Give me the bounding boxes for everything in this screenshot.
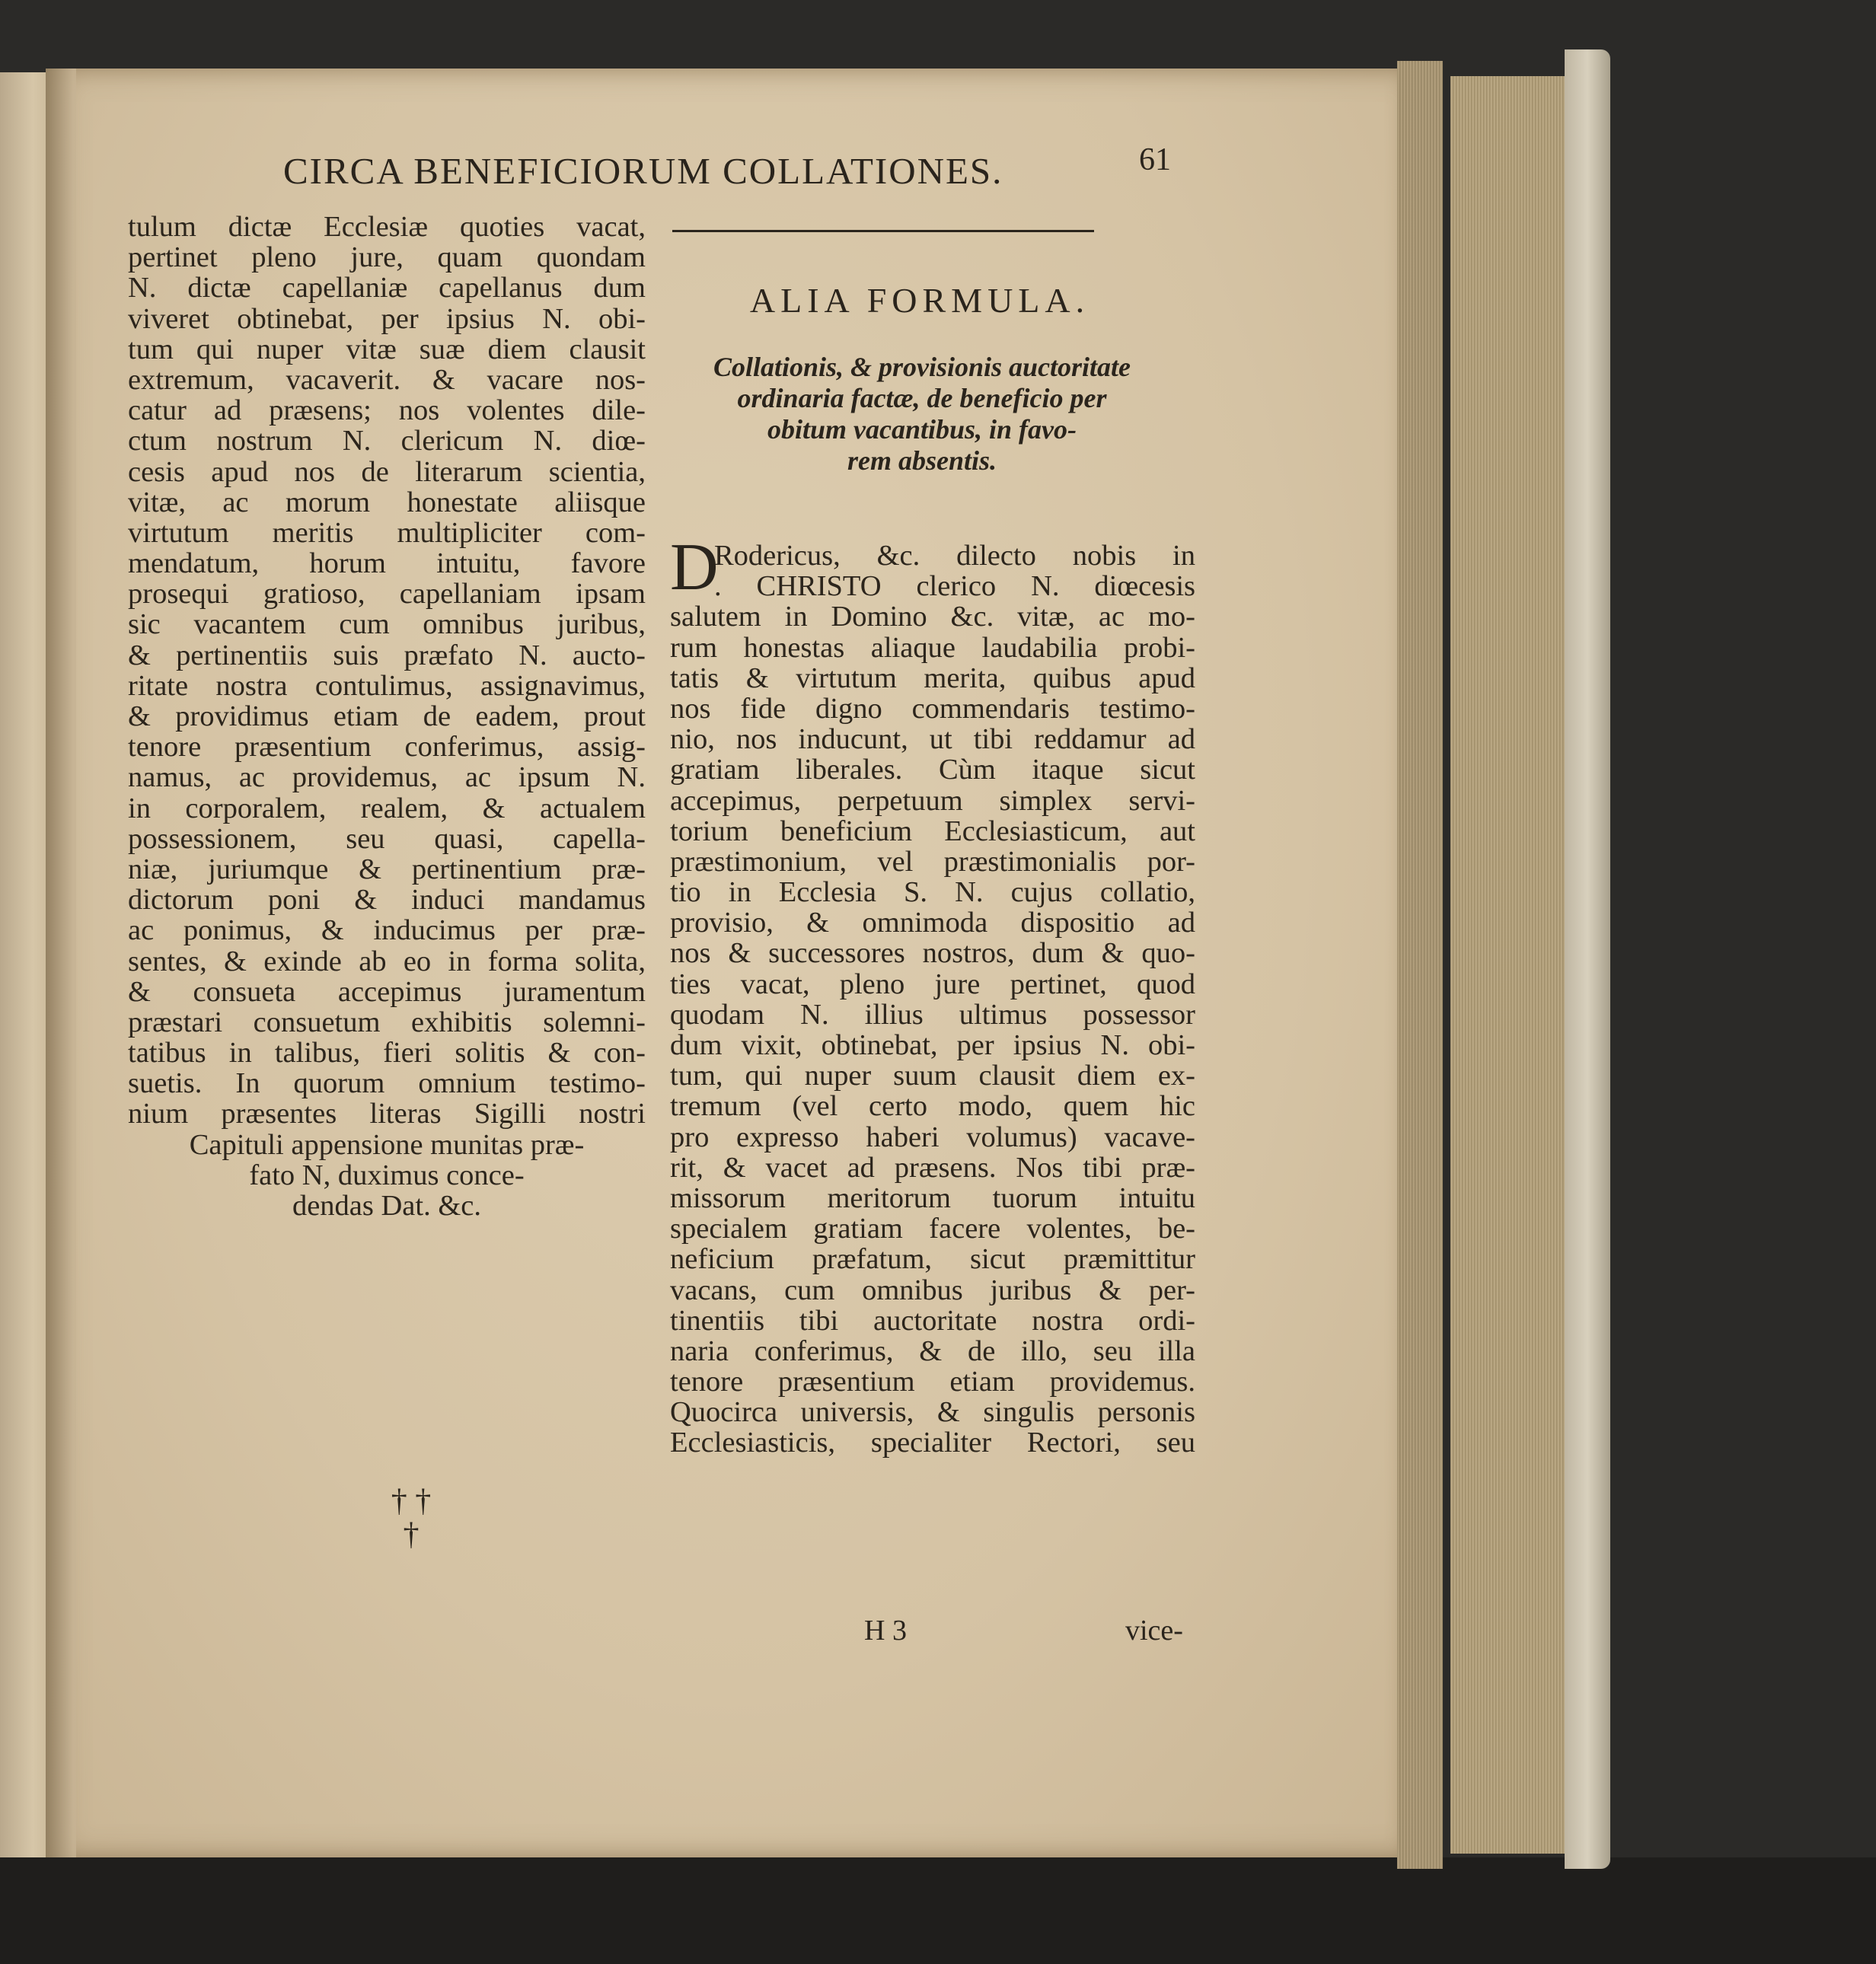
dagger-line: † †: [391, 1484, 432, 1519]
text-line: N. dictæ capellaniæ capellanus dum: [128, 272, 646, 304]
text-line: præstimonium, vel præstimonialis por-: [670, 845, 1195, 878]
text-line: mendatum, horum intuitu, favore: [128, 547, 646, 580]
text-line: fato N, duximus conce-: [249, 1159, 525, 1191]
text-line: provisio, & omnimoda dispositio ad: [670, 907, 1195, 939]
dagger-ornament: [373, 1484, 449, 1551]
text-line: namus, ac providemus, ac ipsum N.: [128, 761, 646, 794]
running-head: CIRCA BENEFICIORUM COLLATIONES.: [283, 150, 1003, 192]
page-number: 61: [1139, 142, 1171, 177]
text-line: dictorum poni & induci mandamus: [128, 884, 646, 917]
text-line: ties vacat, pleno jure pertinet, quod: [670, 968, 1195, 1000]
text-line: suetis. In quorum omnium testimo-: [128, 1067, 646, 1100]
text-line: naria conferimus, & de illo, seu illa: [670, 1334, 1195, 1367]
subheading-line: obitum vacantibus, in favo-: [767, 414, 1077, 445]
text-line: prosequi gratioso, capellaniam ipsam: [128, 578, 646, 611]
text-line: pro expresso haberi volumus) vacave-: [670, 1121, 1195, 1153]
text-line: in corporalem, realem, & actualem: [128, 792, 646, 824]
text-line: tio in Ecclesia S. N. cujus collatio,: [670, 876, 1195, 909]
text-line: nos & successores nostros, dum & quo-: [670, 937, 1195, 970]
text-line: nos fide digno commendaris testimo-: [670, 692, 1195, 725]
text-line: ritate nostra contulimus, assignavimus,: [128, 669, 646, 702]
text-line: tinentiis tibi auctoritate nostra ordi-: [670, 1304, 1195, 1337]
text-line: ac ponimus, & inducimus per præ-: [128, 914, 646, 947]
text-line: viveret obtinebat, per ipsius N. obi-: [128, 302, 646, 335]
text-line: possessionem, seu quasi, capella-: [128, 822, 646, 855]
text-line: vacans, cum omnibus juribus & per-: [670, 1274, 1195, 1306]
text-line: & pertinentiis suis præfato N. aucto-: [128, 639, 646, 671]
text-line: . CHRISTO clerico N. diœcesis: [714, 570, 1195, 603]
horizontal-rule: [672, 230, 1094, 232]
text-line: præstari consuetum exhibitis solemni-: [128, 1006, 646, 1038]
left-column: [128, 212, 646, 1221]
text-line: Ecclesiasticis, specialiter Rectori, seu: [670, 1427, 1195, 1459]
page-edges: [1397, 61, 1443, 1869]
drop-capital: D: [670, 531, 719, 604]
dark-background: [0, 1857, 1876, 1964]
text-line: tremum (vel certo modo, quem hic: [670, 1090, 1195, 1123]
text-line: & providimus etiam de eadem, prout: [128, 700, 646, 732]
text-line: neficium præfatum, sicut præmittitur: [670, 1243, 1195, 1276]
text-line: tum qui nuper vitæ suæ diem clausit: [128, 333, 646, 365]
text-line: tatis & virtutum merita, quibus apud: [670, 662, 1195, 694]
page-edges-block: [1450, 76, 1565, 1854]
text-line: dum vixit, obtinebat, per ipsius N. obi-: [670, 1029, 1195, 1061]
text-line: rit, & vacet ad præsens. Nos tibi præ-: [670, 1151, 1195, 1184]
text-line: salutem in Domino &c. vitæ, ac mo-: [670, 601, 1195, 633]
text-line: gratiam liberales. Cùm itaque sicut: [670, 754, 1195, 786]
catchword: vice-: [1125, 1615, 1183, 1647]
text-line: dendas Dat. &c.: [292, 1190, 482, 1222]
text-line: quodam N. illius ultimus possessor: [670, 998, 1195, 1031]
text-line: vitæ, ac morum honestate aliisque: [128, 486, 646, 518]
right-column: [670, 540, 1195, 1459]
text-line: sentes, & exinde ab eo in forma solita,: [128, 945, 646, 977]
text-line: ctum nostrum N. clericum N. diœ-: [128, 425, 646, 458]
text-line: tatibus in talibus, fieri solitis & con-: [128, 1037, 646, 1070]
text-line: niæ, juriumque & pertinentium præ-: [128, 853, 646, 885]
text-line: cesis apud nos de literarum scientia,: [128, 455, 646, 488]
subheading-line: Collationis, & provisionis auctoritate: [713, 352, 1131, 382]
text-line: tum, qui nuper suum clausit diem ex-: [670, 1060, 1195, 1092]
text-line: rum honestas aliaque laudabilia probi-: [670, 631, 1195, 664]
text-line: Rodericus, &c. dilecto nobis in: [714, 540, 1195, 572]
page-gutter: [46, 69, 76, 1857]
text-line: nio, nos inducunt, ut tibi reddamur ad: [670, 723, 1195, 756]
dagger-line: †: [403, 1517, 420, 1552]
text-line: tenore præsentium conferimus, assig-: [128, 731, 646, 764]
text-line: extremum, vacaverit. & vacare nos-: [128, 363, 646, 396]
text-line: virtutum meritis multipliciter com-: [128, 516, 646, 549]
text-line: Capituli appensione munitas præ-: [189, 1128, 585, 1161]
text-line: tenore præsentium etiam providemus.: [670, 1366, 1195, 1398]
text-line: missorum meritorum tuorum intuitu: [670, 1181, 1195, 1214]
section-subheading: [659, 352, 1185, 477]
text-line: specialem gratiam facere volentes, be-: [670, 1213, 1195, 1245]
text-line: nium præsentes literas Sigilli nostri: [128, 1098, 646, 1130]
text-line: pertinet pleno jure, quam quondam: [128, 241, 646, 274]
signature-mark: H 3: [864, 1615, 907, 1647]
text-line: tulum dictæ Ecclesiæ quoties vacat,: [128, 211, 646, 243]
subheading-line: ordinaria factæ, de beneficio per: [737, 383, 1107, 413]
text-line: Quocirca universis, & singulis personis: [670, 1396, 1195, 1429]
text-line: sic vacantem cum omnibus juribus,: [128, 608, 646, 641]
book-cover-edge: [1565, 49, 1610, 1869]
text-line: accepimus, perpetuum simplex servi-: [670, 784, 1195, 817]
text-line: catur ad præsens; nos volentes dile-: [128, 394, 646, 427]
subheading-line: rem absentis.: [847, 445, 997, 476]
section-heading: ALIA FORMULA.: [749, 281, 1090, 320]
text-line: & consueta accepimus juramentum: [128, 975, 646, 1008]
text-line: torium beneficium Ecclesiasticum, aut: [670, 815, 1195, 847]
